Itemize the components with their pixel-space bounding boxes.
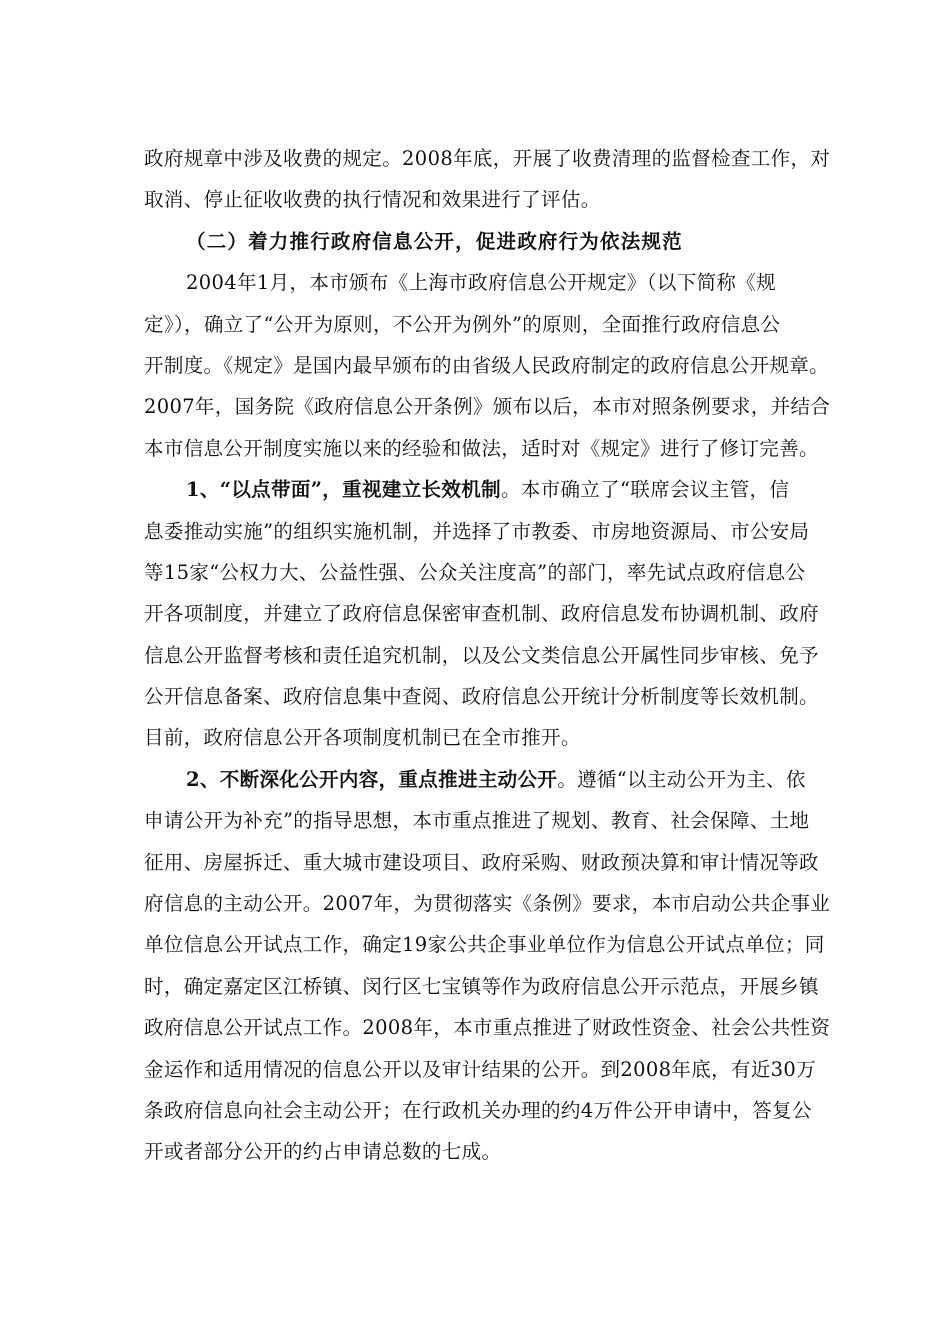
section-heading-text: （二）着力推行政府信息公开，促进政府行为依法规范: [186, 229, 683, 253]
paragraph-line: [144, 842, 819, 883]
paragraph-line: [144, 304, 806, 345]
paragraph-line: [144, 883, 831, 924]
subsection-title: 1、“以点带面”，重视建立长效机制: [186, 478, 501, 502]
paragraph-line: [144, 1090, 812, 1131]
paragraph-line: [144, 138, 831, 179]
line-text: 2007年，国务院《政府信息公开条例》颁布以后，本市对照条例要求，并结合: [144, 395, 831, 419]
paragraph-line: [144, 262, 806, 303]
paragraph-line: [144, 345, 830, 386]
paragraph-line: [144, 469, 806, 510]
line-text: 目前，政府信息公开各项制度机制已在全市推开。: [144, 726, 581, 750]
paragraph-line: [144, 593, 819, 634]
paragraph-line: [144, 966, 819, 1007]
line-text: 开或者部分公开的约占申请总数的七成。: [144, 1140, 502, 1164]
line-text: 取消、停止征收收费的执行情况和效果进行了评估。: [144, 188, 601, 212]
line-text: 时，确定嘉定区江桥镇、闵行区七宝镇等作为政府信息公开示范点，开展乡镇: [144, 974, 819, 998]
line-text: 本市信息公开制度实施以来的经验和做法，适时对《规定》进行了修订完善。: [144, 436, 819, 460]
paragraph-line: [144, 1131, 806, 1172]
subsection-title: 2、不断深化公开内容，重点推进主动公开: [186, 767, 558, 791]
line-text: 2004年1月，本市颁布《上海市政府信息公开规定》（以下简称《规: [186, 271, 776, 295]
line-text: 定》），确立了“公开为原则，不公开为例外”的原则，全面推行政府信息公: [144, 312, 781, 336]
paragraph-line: [144, 428, 819, 469]
paragraph-line: [144, 1049, 817, 1090]
paragraph-line: [144, 511, 810, 552]
line-text: 信息公开监督考核和责任追究机制，以及公文类信息公开属性同步审核、免予: [144, 643, 819, 667]
section-heading: [144, 221, 806, 262]
paragraph-line: [144, 924, 825, 965]
paragraph-line: [144, 759, 806, 800]
line-text: 府信息的主动公开。2007年，为贯彻落实《条例》要求，本市启动公共企事业: [144, 892, 831, 916]
line-text: 公开信息备案、政府信息集中查阅、政府信息公开统计分析制度等长效机制。: [144, 685, 819, 709]
document-body: [144, 138, 831, 1173]
line-text: 开各项制度，并建立了政府信息保密审查机制、政府信息发布协调机制、政府: [144, 602, 819, 626]
line-text: 单位信息公开试点工作，确定19家公共企事业单位作为信息公开试点单位；同: [144, 933, 825, 957]
line-text: 条政府信息向社会主动公开；在行政机关办理的约4万件公开申请中，答复公: [144, 1098, 812, 1122]
paragraph-line: [144, 800, 810, 841]
line-text: 开制度。《规定》是国内最早颁布的由省级人民政府制定的政府信息公开规章。: [144, 353, 830, 377]
paragraph-line: [144, 1007, 831, 1048]
paragraph-line: [144, 552, 806, 593]
paragraph-line: [144, 676, 819, 717]
line-text: 政府规章中涉及收费的规定。2008年底，开展了收费清理的监督检查工作，对: [144, 147, 831, 170]
line-text: 政府信息公开试点工作。2008年，本市重点推进了财政性资金、社会公共性资: [144, 1016, 831, 1040]
line-text: 等15家“公权力大、公益性强、公众关注度高”的部门，率先试点政府信息公: [144, 560, 806, 584]
paragraph-line: [144, 179, 806, 220]
paragraph-line: [144, 717, 806, 758]
paragraph-line: [144, 635, 819, 676]
line-text: 息委推动实施”的组织实施机制，并选择了市教委、市房地资源局、市公安局: [144, 519, 810, 543]
line-text: 。本市确立了“联席会议主管，信: [500, 478, 790, 502]
line-text: 申请公开为补充”的指导思想，本市重点推进了规划、教育、社会保障、土地: [144, 809, 810, 833]
line-text: 。遵循“以主动公开为主、依: [557, 767, 806, 791]
line-text: 金运作和适用情况的信息公开以及审计结果的公开。到2008年底，有近30万: [144, 1057, 817, 1081]
line-text: 征用、房屋拆迁、重大城市建设项目、政府采购、财政预决算和审计情况等政: [144, 850, 819, 874]
paragraph-line: [144, 386, 831, 427]
